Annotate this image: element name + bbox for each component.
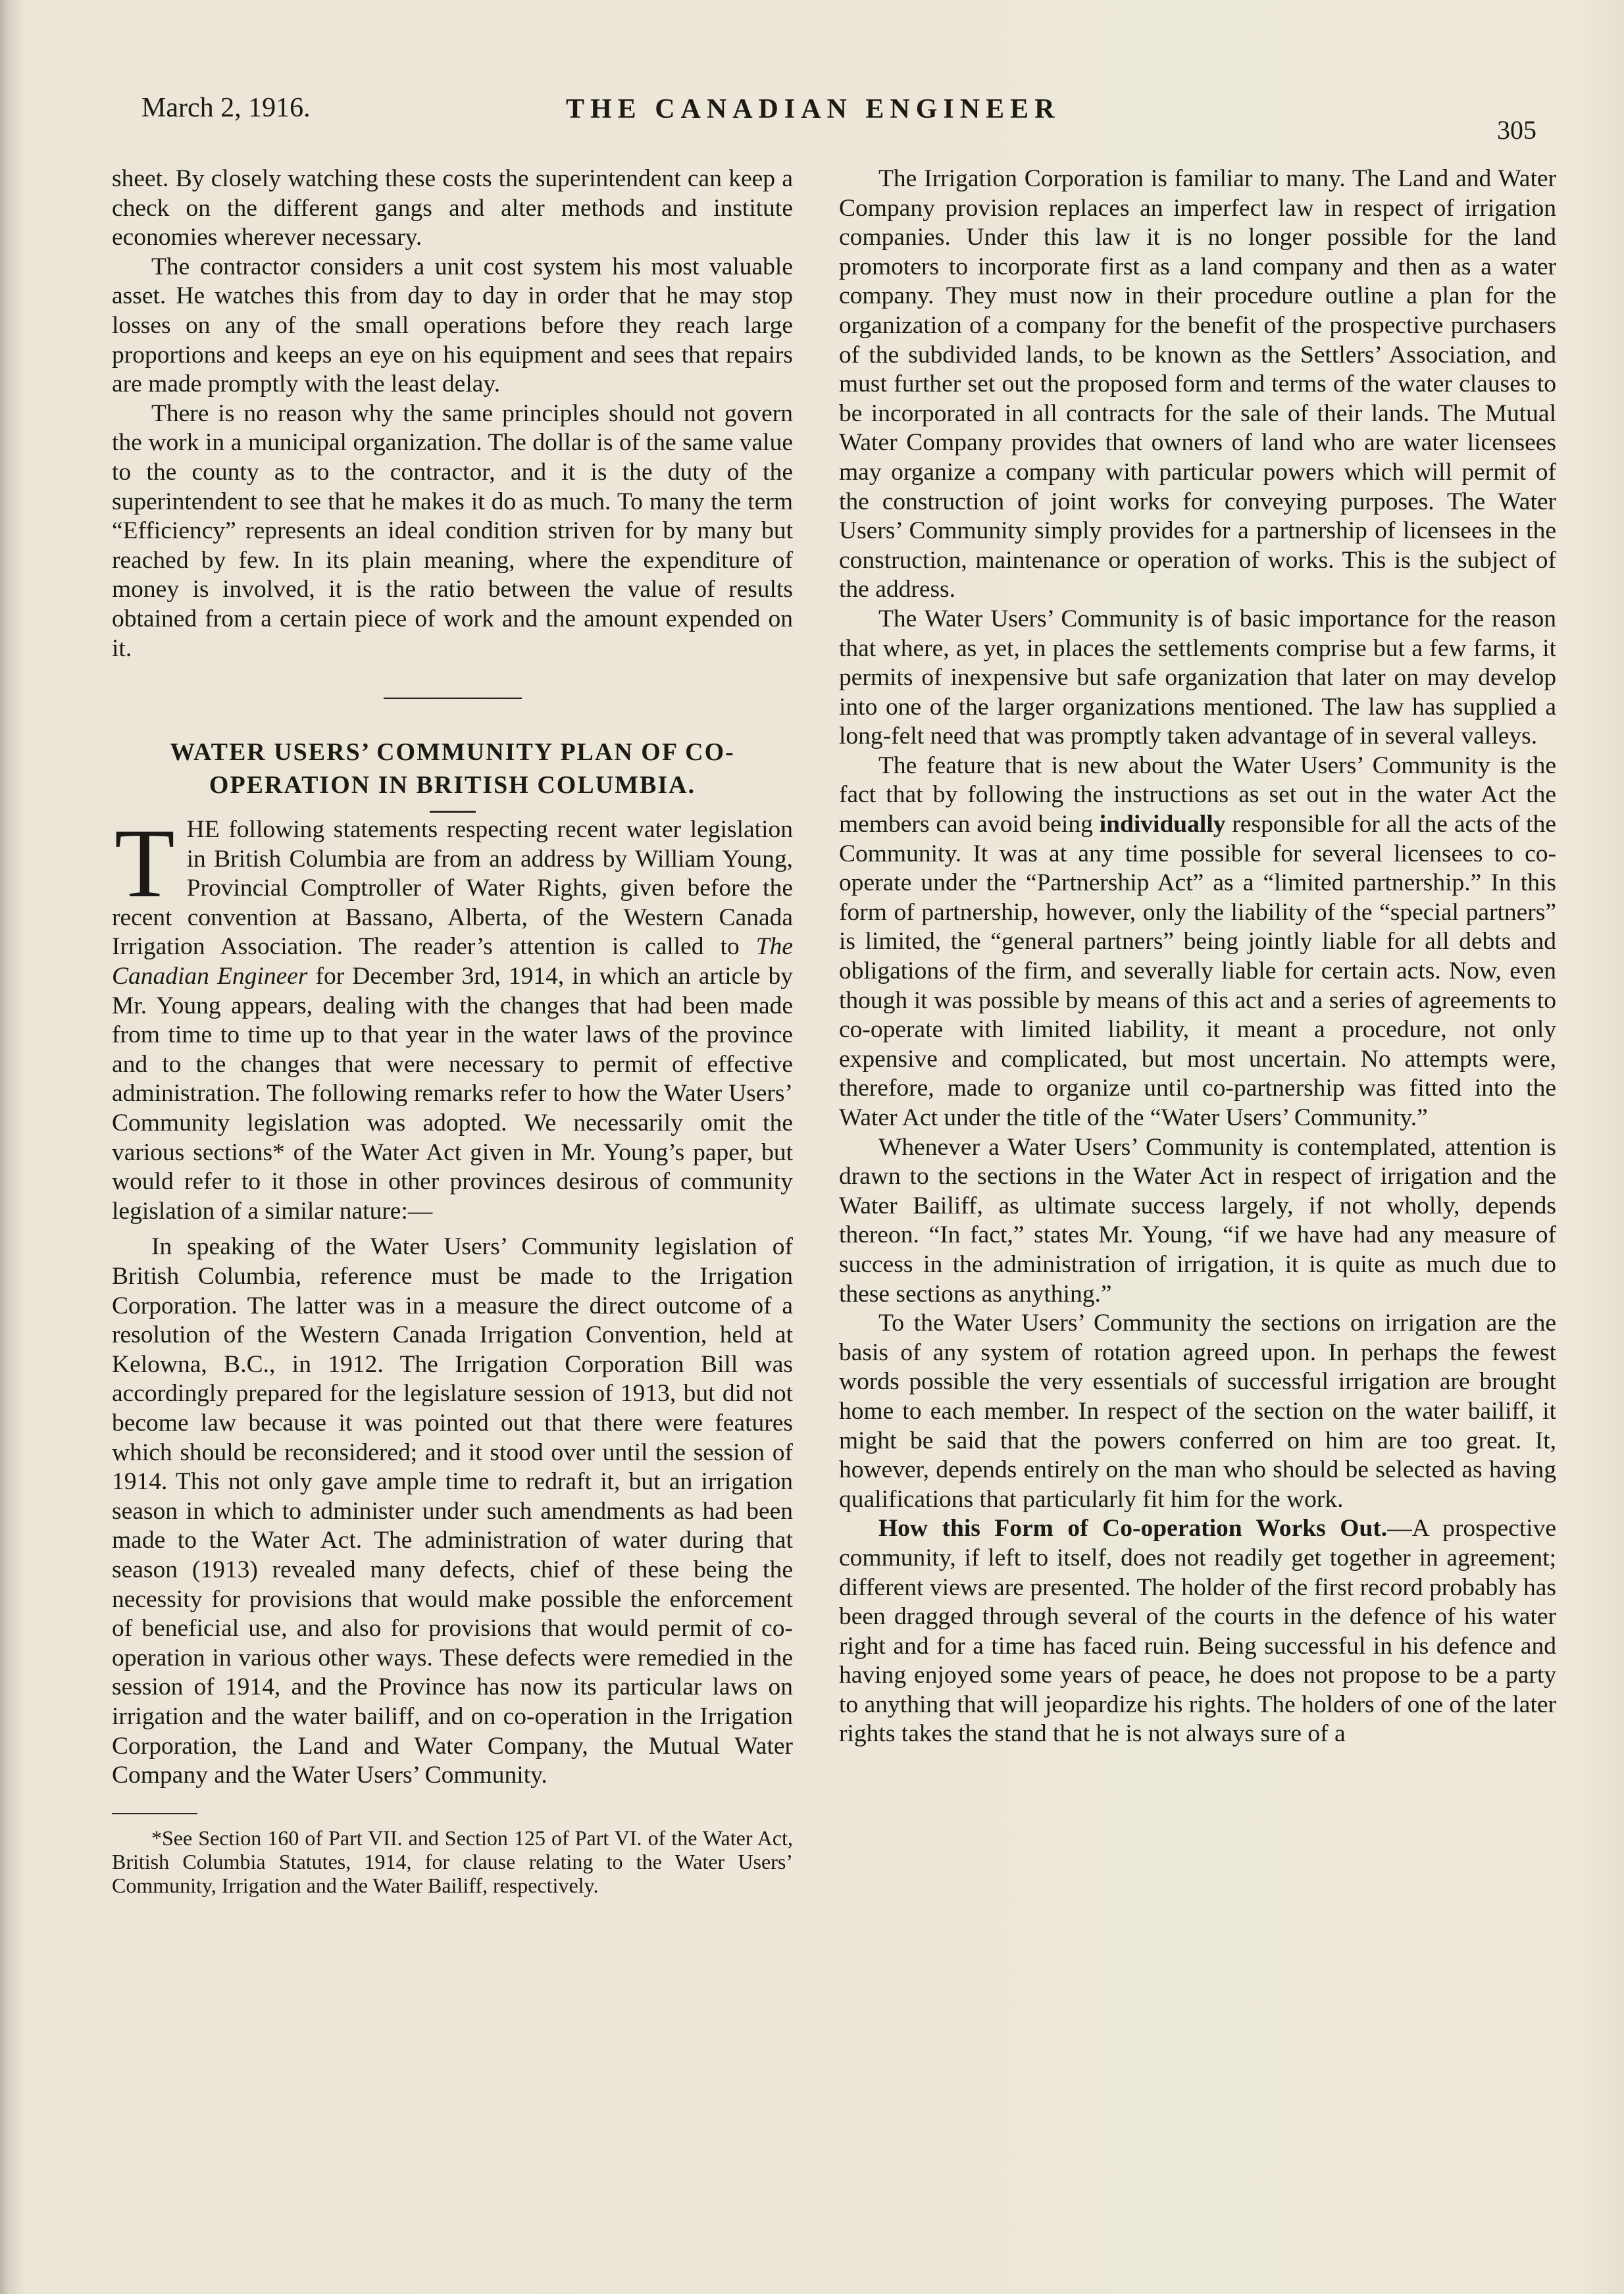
section-divider — [384, 698, 522, 699]
article-intro — [112, 809, 793, 1226]
page-number: 305 — [1497, 115, 1536, 145]
intro-text-b: for December 3rd, 1914, in which an article by Mr. Young appears, dealing with the changes that had been made from time to time up to that year in the water laws of the province and to the changes that were necessary to permit of effective administration. The following remarks refer to how the Water Users’ Community legislation was adopted. We necessarily omit the various sections* of the Water Act given in Mr. Young’s paper, but would refer to it those in other provinces desirous of community legislation of a similar nature:— — [112, 963, 793, 1225]
left-paragraph-2: The contractor considers a unit cost system his most valuable asset. He watches this from day to day in order that he may stop losses on any of the small operations before they reach large proportions and keeps an eye on his equipment and sees that repairs are made promptly with the least delay. — [112, 253, 793, 398]
drop-cap: T — [114, 809, 175, 919]
right-paragraph-2: The Water Users’ Community is of basic importance for the reason that where, as yet, in places the settlements comprise but a few farms, it permits of inexpensive but safe organization that later on may develop into one of the larger organizations mentioned. The law has supplied a long-felt need that was promptly taken advantage of in several valleys. — [839, 605, 1556, 750]
left-paragraph-5: In speaking of the Water Users’ Community legislation of British Columbia, reference must be made to the Irrigation Corporation. The latter was in a measure the direct outcome of a resolution of the Western Canada Irrigation Convention, held at Kelowna, B.C., in 1912. The Irrigation Corporation Bill was accordingly prepared for the legislature session of 1913, but did not become law because it was pointed out that there were features which should be reconsidered; and it stood over until the session of 1914. This not only gave ample time to redraft it, but an irrigation season in which to administer under such amendments as had been made to the Water Act. The administration of water during that season (1913) revealed many defects, chief of these being the necessity for provisions that would make possible the enforcement of beneficial use, and also for provisions that would permit of co-operation in various other ways. These defects were remedied in the session of 1914, and the Province has now its particular laws on irrigation and the water bailiff, and on co-operation in the Irrigation Corporation, the Land and Water Company, the Mutual Water Company and the Water Users’ Community. — [112, 1233, 793, 1789]
emphasis-individually: individually — [1099, 811, 1226, 838]
right-p3-text-b: responsible for all the acts of the Community. It was at any time possible for several licensees to co-operate under the “Partnership Act” as a “limited partnership.” In this form of partnership, however, only the liability of the “special partners” is limited, the “general partners” being jointly liable for all debts and obligations of the firm, and severally liable for certain acts. Now, even though it was possible by means of this act and a series of agreements to co-operate with limited liability, it meant a procedure, not only expensive and complicated, but most uncertain. No attempts were, therefore, made to organize until co-partnership was fitted into the Water Act under the title of the “Water Users’ Community.” — [839, 811, 1556, 1131]
intro-lead: HE — [186, 816, 220, 844]
right-paragraph-4: Whenever a Water Users’ Community is contemplated, attention is drawn to the sections in the Water Act in respect of irrigation and the Water Bailiff, as ultimate success largely, if not wholly, depends thereon. “In fact,” states Mr. Young, “if we have had any measure of success in the administration of irrigation, it is quite as much due to these sections as anything.” — [839, 1133, 1556, 1308]
article-heading-line-1: WATER USERS’ COMMUNITY PLAN OF CO- — [170, 738, 735, 767]
footnote-rule — [112, 1813, 197, 1814]
subsection-heading: How this Form of Co-operation Works Out. — [878, 1515, 1388, 1542]
right-p6-text: —A prospective community, if left to itself, does not readily get together in agreement; different views are presented. The holder of the first record probably has been dragged through several of the courts in the defence of his water right and for a time has faced ruin. Being successful in his defence and having enjoyed some years of peace, he does not propose to be a party to anything that will jeopardize his rights. The holders of one of the later rights takes the stand that he is not always sure of a — [839, 1515, 1556, 1748]
page-header — [141, 92, 1536, 145]
left-column — [112, 165, 793, 1897]
right-paragraph-5: To the Water Users’ Community the sections on irrigation are the basis of any system of rotation agreed upon. In perhaps the fewest words possible the very essentials of successful irrigation are brought home to each member. In respect of the section on the water bailiff, it might be said that the powers conferred on him are too great. It, however, depends entirely on the man who should be selected as having qualifications that particularly fit him for the work. — [839, 1310, 1556, 1513]
article-heading-line-2: OPERATION IN BRITISH COLUMBIA. — [209, 771, 696, 800]
article-heading — [112, 736, 793, 802]
right-paragraph-6 — [839, 1514, 1556, 1749]
right-p3-text-a: The feature that is new about the Water Users’ Community is the fact that by following the instructions as set out in the water Act the members can avoid being — [839, 752, 1556, 838]
left-paragraph-1: sheet. By closely watching these costs the superintendent can keep a check on the different gangs and alter methods and institute economies wherever necessary. — [112, 165, 793, 251]
footnote: *See Section 160 of Part VII. and Section 125 of Part VI. of the Water Act, British Columbia Statutes, 1914, for clause relating to the Water Users’ Community, Irrigation and the Water Bailiff, respectively. — [112, 1825, 793, 1897]
issue-date: March 2, 1916. — [141, 93, 311, 123]
journal-reference: The Canadian Engineer — [112, 933, 793, 990]
left-paragraph-3: There is no reason why the same principles should not govern the work in a municipal organization. The dollar is of the same value to the county as to the contractor, and it is the duty of the superintendent to see that he makes it do as much. To many the term “Efficiency” represents an ideal condition striven for by many but reached by few. In its plain meaning, where the expenditure of money is involved, it is the ratio between the value of results obtained from a certain piece of work and the amount expended on it. — [112, 399, 793, 662]
right-paragraph-1: The Irrigation Corporation is familiar to many. The Land and Water Company provision replaces an imperfect law in respect of irrigation companies. Under this law it is no longer possible for the land promoters to incorporate first as a land company and then as a water company. They must now in their procedure outline a plan for the organization of a company for the benefit of the prospective purchasers of the subdivided lands, to be known as the Settlers’ Association, and must further set out the proposed form and terms of the water clauses to be incorporated in all contracts for the sale of their lands. The Mutual Water Company provides that owners of land who are water licensees may organize a company with particular powers which will permit of the construction of joint works for conveying purposes. The Water Users’ Community simply provides for a partnership of licensees in the construction, maintenance or operation of works. This is the subject of the address. — [839, 165, 1556, 603]
intro-text-a: following statements respecting recent water legislation in British Columbia are from an address by William Young, Provincial Comptroller of Water Rights, given before the recent convention at Bassano, Alberta, of the Western Canada Irrigation Association. The reader’s attention is called to — [112, 816, 793, 961]
right-paragraph-3 — [839, 752, 1556, 1133]
right-column — [839, 165, 1556, 1749]
heading-rule — [430, 811, 476, 813]
journal-title: THE CANADIAN ENGINEER — [566, 94, 1061, 124]
